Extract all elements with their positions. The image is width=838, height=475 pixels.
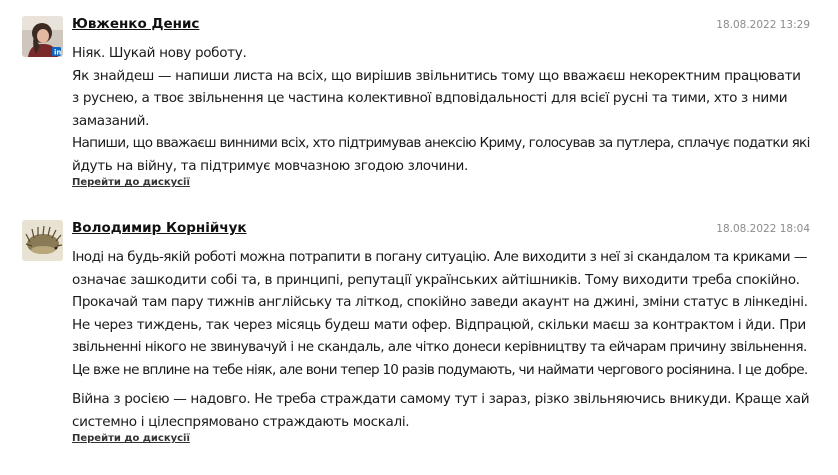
comment-text-line: з руснею, а твоє звільнення це частина колективної вдповідальності для всієї русні та тими, хто з ними [72, 90, 788, 106]
user-photo-avatar-icon [22, 16, 63, 57]
comment-author-link[interactable]: Володимир Корнійчук [72, 220, 247, 236]
comment-text-line: замазаний. [72, 112, 150, 129]
comment-date: 18.08.2022 18:04 [716, 223, 810, 235]
avatar[interactable] [22, 16, 63, 57]
comment-text-line: Іноді на будь-якій роботі можна потрапити в погану ситуацію. Але виходити з неї зі скандалом та криками — [72, 249, 807, 265]
avatar[interactable] [22, 220, 63, 261]
comment-text-line: Не через тиждень, так через місяць будеш мати офер. Відпрацюй, скільки маєш за контрактом і йди. При [72, 316, 806, 333]
comment-author-link[interactable]: Ювженко Денис [72, 16, 200, 32]
comment-text-line: звільненні нікого не звинувачуй і не скандаль, але чітко донеси керівництву та ейчарам причину звільнення. [72, 339, 807, 355]
comment-text-line: Це вже не вплине на тебе ніяк, але вони тепер 10 разів подумають, чи наймати чергового росіянина. І це добре. [72, 361, 808, 378]
comment-text [72, 42, 810, 177]
svg-text:in: in [54, 48, 62, 57]
comment-text-line: Війна з росією — надовго. Не треба страждати самому тут і зараз, різко звільняючись вникуди. Краще хай [72, 391, 810, 407]
comment-text-line: Напиши, що вважаєш винними всіх, хто підтримував анексію Криму, голосував за путлера, сплачує податки які [72, 135, 810, 151]
hedgehog-avatar-icon [22, 220, 63, 261]
comment-text-line: йдуть на війну, та підтримує мовчазною згодою злочини. [72, 157, 468, 174]
comment-text-line: Ніяк. Шукай нову роботу. [72, 45, 247, 61]
go-to-discussion-link[interactable]: Перейти до дискусії [72, 433, 190, 444]
comment-date: 18.08.2022 13:29 [716, 19, 810, 31]
comment-text-line: системно і цілеспрямовано страждають москалі. [72, 413, 410, 430]
paragraph-gap [72, 381, 810, 388]
comment-text-line: Прокачай там пару тижнів англійську та літкод, спокійно заведи акаунт на джині, зміни статус в лінкедіні. [72, 294, 808, 310]
comment-text [72, 246, 810, 433]
comment-text-line: Як знайдеш — напиши листа на всіх, що вирішив звільнитись тому що вважаєш некоректним працювати [72, 67, 801, 84]
comment-text-line: означає зашкодити собі та, в принципі, репутації українських айтішників. Тому виходити треба спокійно. [72, 271, 800, 288]
go-to-discussion-link[interactable]: Перейти до дискусії [72, 177, 190, 188]
